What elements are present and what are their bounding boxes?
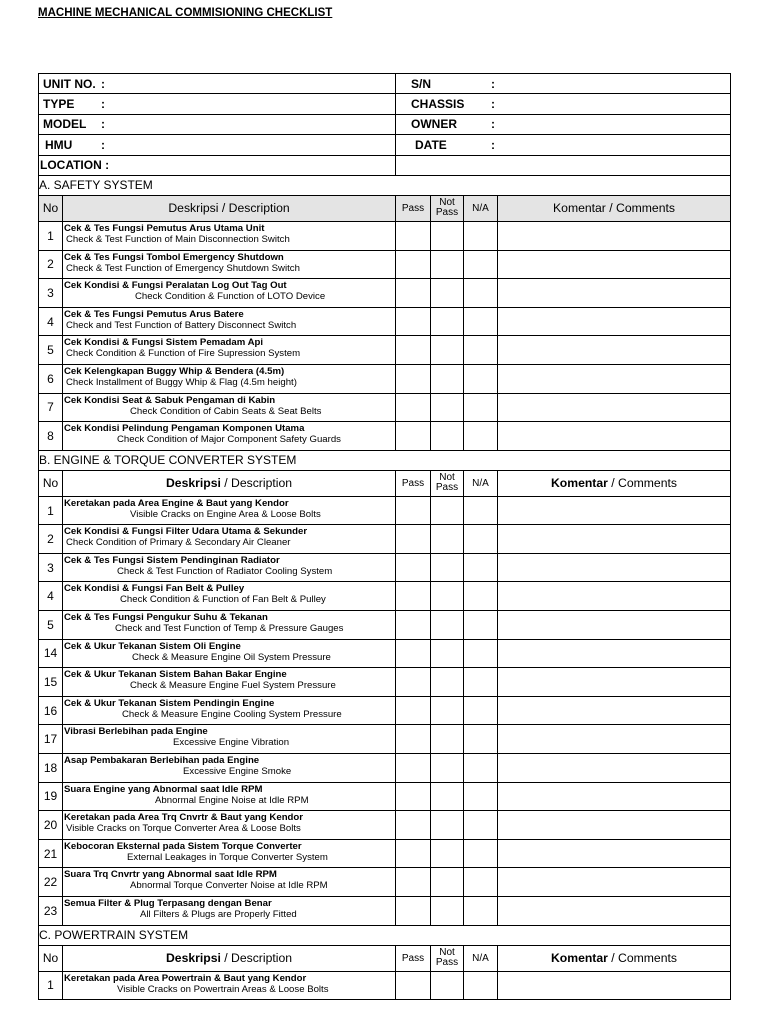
na-checkbox[interactable] (464, 725, 498, 754)
comm-header-rest: / Comments (605, 201, 675, 216)
item-description (63, 668, 396, 697)
col-notpass-header: Not Pass (431, 945, 464, 971)
checklist-row (39, 725, 731, 754)
item-number: 22 (39, 868, 63, 897)
item-desc-english: Check Condition of Major Component Safety Guards (117, 434, 341, 446)
col-comments-header (498, 195, 731, 221)
colon: : (101, 117, 105, 132)
comment-field[interactable] (498, 336, 731, 365)
pass-checkbox[interactable] (396, 839, 431, 868)
item-desc-indonesian: Cek Kondisi & Fungsi Filter Udara Utama & Sekunder (64, 526, 308, 538)
col-desc-header (63, 470, 396, 496)
item-desc-english: Check Condition & Function of Fire Supression System (66, 348, 301, 360)
item-desc-english: Check Condition & Function of LOTO Device (135, 291, 326, 303)
item-desc-english: Check & Test Function of Radiator Cooling System (117, 565, 333, 577)
col-pass-header: Pass (396, 195, 431, 221)
item-description (63, 496, 396, 525)
col-notpass-header: Not Pass (431, 470, 464, 496)
item-number: 8 (39, 422, 63, 451)
comment-field[interactable] (498, 696, 731, 725)
chassis-label: CHASSIS (411, 97, 465, 112)
checklist-row (39, 971, 731, 1000)
unit-no-field[interactable] (39, 74, 396, 94)
item-desc-english: Visible Cracks on Powertrain Areas & Loose Bolts (117, 983, 329, 995)
colon: : (491, 76, 495, 91)
not-pass-checkbox[interactable] (431, 553, 464, 582)
item-description (63, 971, 396, 1000)
item-number: 20 (39, 811, 63, 840)
checklist-row (39, 811, 731, 840)
item-number: 4 (39, 582, 63, 611)
item-description (63, 279, 396, 308)
col-desc-header (63, 945, 396, 971)
pass-checkbox[interactable] (396, 696, 431, 725)
unit-no-label: UNIT NO. (43, 76, 96, 91)
item-desc-english: Check Condition of Cabin Seats & Seat Belts (130, 405, 322, 417)
comment-field[interactable] (498, 971, 731, 1000)
item-desc-indonesian: Suara Engine yang Abnormal saat Idle RPM (64, 783, 263, 795)
comment-field[interactable] (498, 496, 731, 525)
item-number: 5 (39, 611, 63, 640)
na-checkbox[interactable] (464, 611, 498, 640)
comment-field[interactable] (498, 868, 731, 897)
na-checkbox[interactable] (464, 422, 498, 451)
col-pass-header: Pass (396, 470, 431, 496)
item-desc-indonesian: Cek & Tes Fungsi Pemutus Arus Batere (64, 308, 244, 320)
not-pass-checkbox[interactable] (431, 696, 464, 725)
colon: : (491, 97, 495, 112)
comment-field[interactable] (498, 668, 731, 697)
item-desc-indonesian: Kebocoran Eksternal pada Sistem Torque Converter (64, 840, 302, 852)
comm-header-rest: / Comments (607, 476, 677, 491)
checklist-row (39, 525, 731, 554)
na-checkbox[interactable] (464, 553, 498, 582)
pass-checkbox[interactable] (396, 639, 431, 668)
checklist-row (39, 582, 731, 611)
checklist-row (39, 839, 731, 868)
not-pass-checkbox[interactable] (431, 582, 464, 611)
not-pass-checkbox[interactable] (431, 897, 464, 926)
pass-checkbox[interactable] (396, 393, 431, 422)
item-number: 18 (39, 754, 63, 783)
model-label: MODEL (43, 117, 87, 132)
desc-header-rest: / Description (218, 201, 290, 216)
col-na-header: N/A (464, 470, 498, 496)
checklist-row (39, 868, 731, 897)
checklist-row (39, 279, 731, 308)
item-desc-indonesian: Cek Kondisi Seat & Sabuk Pengaman di Kabin (64, 394, 276, 406)
na-checkbox[interactable] (464, 221, 498, 250)
comment-field[interactable] (498, 582, 731, 611)
item-desc-english: Check and Test Function of Battery Disconnect Switch (66, 319, 297, 331)
info-row-location (39, 155, 731, 175)
checklist-row (39, 639, 731, 668)
col-desc-header (63, 195, 396, 221)
not-pass-checkbox[interactable] (431, 868, 464, 897)
item-desc-indonesian: Keretakan pada Area Engine & Baut yang Kendor (64, 497, 289, 509)
not-pass-checkbox[interactable] (431, 811, 464, 840)
owner-field[interactable] (396, 114, 731, 134)
na-checkbox[interactable] (464, 250, 498, 279)
comment-field[interactable] (498, 393, 731, 422)
item-number: 7 (39, 393, 63, 422)
colon: : (491, 137, 495, 152)
checklist-row (39, 696, 731, 725)
location-label: LOCATION : (40, 158, 110, 173)
item-description (63, 525, 396, 554)
item-number: 1 (39, 971, 63, 1000)
col-pass-header: Pass (396, 945, 431, 971)
col-notpass-header: Not Pass (431, 195, 464, 221)
location-blank (396, 155, 731, 175)
item-desc-indonesian: Cek & Tes Fungsi Pemutus Arus Utama Unit (64, 222, 265, 234)
item-number: 15 (39, 668, 63, 697)
checklist-row (39, 336, 731, 365)
col-na-header: N/A (464, 945, 498, 971)
col-comments-header (498, 470, 731, 496)
desc-header-rest: / Description (220, 476, 292, 491)
column-header-row (39, 470, 731, 496)
item-description (63, 839, 396, 868)
checklist-row (39, 897, 731, 926)
item-desc-english: Check & Measure Engine Fuel System Pressure (130, 680, 336, 692)
not-pass-checkbox[interactable] (431, 971, 464, 1000)
checklist-row (39, 250, 731, 279)
date-field[interactable] (396, 135, 731, 155)
comment-field[interactable] (498, 839, 731, 868)
item-desc-indonesian: Cek Kondisi & Fungsi Peralatan Log Out Tag Out (64, 280, 287, 292)
item-number: 16 (39, 696, 63, 725)
checklist-row (39, 782, 731, 811)
sn-label: S/N (411, 76, 432, 91)
item-description (63, 422, 396, 451)
not-pass-checkbox[interactable] (431, 336, 464, 365)
location-field[interactable] (39, 155, 396, 175)
item-desc-english: Abnormal Engine Noise at Idle RPM (155, 794, 309, 806)
type-field[interactable] (39, 94, 396, 114)
item-number: 3 (39, 553, 63, 582)
colon: : (101, 97, 105, 112)
item-desc-indonesian: Cek Kelengkapan Buggy Whip & Bendera (4.5m) (64, 365, 285, 377)
column-header-row (39, 945, 731, 971)
section-header (39, 175, 731, 195)
comment-field[interactable] (498, 897, 731, 926)
na-checkbox[interactable] (464, 782, 498, 811)
not-pass-checkbox[interactable] (431, 279, 464, 308)
item-description (63, 639, 396, 668)
item-description (63, 782, 396, 811)
item-number: 1 (39, 221, 63, 250)
item-desc-indonesian: Suara Trq Cnvrtr yang Abnormal saat Idle RPM (64, 869, 277, 881)
desc-header-rest: / Description (220, 951, 292, 966)
colon: : (491, 117, 495, 132)
item-desc-indonesian: Cek & Ukur Tekanan Sistem Bahan Bakar Engine (64, 669, 287, 681)
section-title: B. ENGINE & TORQUE CONVERTER SYSTEM (39, 450, 731, 470)
comment-field[interactable] (498, 811, 731, 840)
na-checkbox[interactable] (464, 364, 498, 393)
comment-field[interactable] (498, 639, 731, 668)
checklist-row (39, 307, 731, 336)
pass-checkbox[interactable] (396, 307, 431, 336)
item-desc-indonesian: Cek & Ukur Tekanan Sistem Oli Engine (64, 640, 241, 652)
info-row-model (39, 114, 731, 134)
document-title: MACHINE MECHANICAL COMMISIONING CHECKLIST (38, 7, 333, 19)
not-pass-checkbox[interactable] (431, 839, 464, 868)
not-pass-checkbox[interactable] (431, 422, 464, 451)
pass-checkbox[interactable] (396, 553, 431, 582)
item-desc-english: Check & Measure Engine Oil System Pressure (132, 651, 331, 663)
comment-field[interactable] (498, 279, 731, 308)
comment-field[interactable] (498, 611, 731, 640)
item-description (63, 725, 396, 754)
section-title: C. POWERTRAIN SYSTEM (39, 925, 731, 945)
item-description (63, 393, 396, 422)
item-desc-english: Check Condition & Function of Fan Belt & Pulley (120, 594, 326, 606)
item-description (63, 897, 396, 926)
comm-header-bold: Komentar (551, 951, 608, 966)
item-desc-indonesian: Cek Kondisi & Fungsi Fan Belt & Pulley (64, 583, 245, 595)
desc-header-bold: Deskripsi (166, 951, 221, 966)
comm-header-bold: Komentar (551, 476, 608, 491)
pass-checkbox[interactable] (396, 811, 431, 840)
pass-checkbox[interactable] (396, 250, 431, 279)
model-field[interactable] (39, 114, 396, 134)
pass-checkbox[interactable] (396, 754, 431, 783)
item-desc-english: All Filters & Plugs are Properly Fitted (140, 909, 297, 921)
checklist-body (39, 74, 731, 1000)
na-checkbox[interactable] (464, 971, 498, 1000)
hmu-label: HMU (45, 137, 73, 152)
item-description (63, 364, 396, 393)
pass-checkbox[interactable] (396, 782, 431, 811)
item-desc-english: Check and Test Function of Temp & Pressure Gauges (115, 623, 344, 635)
item-desc-english: Excessive Engine Smoke (183, 766, 292, 778)
item-number: 1 (39, 496, 63, 525)
pass-checkbox[interactable] (396, 897, 431, 926)
pass-checkbox[interactable] (396, 725, 431, 754)
na-checkbox[interactable] (464, 582, 498, 611)
item-number: 2 (39, 250, 63, 279)
item-desc-english: Check & Measure Engine Cooling System Pressure (122, 708, 342, 720)
checklist-row (39, 611, 731, 640)
item-number: 14 (39, 639, 63, 668)
not-pass-checkbox[interactable] (431, 393, 464, 422)
section-header (39, 925, 731, 945)
item-desc-indonesian: Cek & Tes Fungsi Sistem Pendinginan Radiator (64, 554, 280, 566)
item-desc-indonesian: Cek Kondisi & Fungsi Sistem Pemadam Api (64, 337, 264, 349)
item-desc-indonesian: Keretakan pada Area Powertrain & Baut yang Kendor (64, 972, 307, 984)
na-checkbox[interactable] (464, 336, 498, 365)
item-number: 17 (39, 725, 63, 754)
item-description (63, 250, 396, 279)
colon: : (101, 137, 105, 152)
column-header-row (39, 195, 731, 221)
na-checkbox[interactable] (464, 279, 498, 308)
comment-field[interactable] (498, 754, 731, 783)
item-description (63, 696, 396, 725)
not-pass-checkbox[interactable] (431, 250, 464, 279)
checklist-row (39, 393, 731, 422)
pass-checkbox[interactable] (396, 279, 431, 308)
info-row-hmu (39, 135, 731, 155)
not-pass-checkbox[interactable] (431, 754, 464, 783)
item-desc-english: Check Condition of Primary & Secondary Air Cleaner (66, 537, 291, 549)
not-pass-checkbox[interactable] (431, 725, 464, 754)
not-pass-checkbox[interactable] (431, 307, 464, 336)
na-checkbox[interactable] (464, 897, 498, 926)
item-desc-indonesian: Semua Filter & Plug Terpasang dengan Benar (64, 898, 272, 910)
item-description (63, 336, 396, 365)
pass-checkbox[interactable] (396, 868, 431, 897)
item-number: 6 (39, 364, 63, 393)
item-description (63, 611, 396, 640)
na-checkbox[interactable] (464, 496, 498, 525)
col-no-header: No (39, 945, 63, 971)
checklist-row (39, 422, 731, 451)
owner-label: OWNER (411, 117, 457, 132)
checklist-row (39, 221, 731, 250)
item-desc-english: Check Installment of Buggy Whip & Flag (4.5m height) (66, 376, 297, 388)
not-pass-checkbox[interactable] (431, 611, 464, 640)
item-desc-indonesian: Asap Pembakaran Berlebihan pada Engine (64, 755, 260, 767)
checklist-row (39, 553, 731, 582)
item-desc-english: Check & Test Function of Emergency Shutdown Switch (66, 262, 300, 274)
col-no-header: No (39, 470, 63, 496)
checklist-table (38, 73, 731, 1000)
info-row-unit (39, 74, 731, 94)
pass-checkbox[interactable] (396, 221, 431, 250)
item-description (63, 307, 396, 336)
item-number: 4 (39, 307, 63, 336)
not-pass-checkbox[interactable] (431, 639, 464, 668)
not-pass-checkbox[interactable] (431, 782, 464, 811)
col-na-header: N/A (464, 195, 498, 221)
item-desc-indonesian: Cek Kondisi Pelindung Pengaman Komponen Utama (64, 423, 305, 435)
na-checkbox[interactable] (464, 668, 498, 697)
comment-field[interactable] (498, 725, 731, 754)
info-row-type (39, 94, 731, 114)
item-description (63, 868, 396, 897)
checklist-row (39, 364, 731, 393)
pass-checkbox[interactable] (396, 971, 431, 1000)
item-desc-indonesian: Keretakan pada Area Trq Cnvrtr & Baut yang Kendor (64, 812, 304, 824)
na-checkbox[interactable] (464, 393, 498, 422)
not-pass-checkbox[interactable] (431, 364, 464, 393)
date-label: DATE (415, 137, 447, 152)
pass-checkbox[interactable] (396, 668, 431, 697)
comm-header-bold: Komentar (553, 201, 606, 216)
col-comments-header (498, 945, 731, 971)
na-checkbox[interactable] (464, 696, 498, 725)
section-title: A. SAFETY SYSTEM (39, 175, 731, 195)
item-desc-english: Excessive Engine Vibration (173, 737, 290, 749)
comment-field[interactable] (498, 364, 731, 393)
not-pass-checkbox[interactable] (431, 496, 464, 525)
item-desc-english: External Leakages in Torque Converter System (127, 851, 328, 863)
comment-field[interactable] (498, 250, 731, 279)
item-desc-indonesian: Cek & Tes Fungsi Tombol Emergency Shutdown (64, 251, 284, 263)
na-checkbox[interactable] (464, 307, 498, 336)
checklist-row (39, 668, 731, 697)
item-number: 3 (39, 279, 63, 308)
na-checkbox[interactable] (464, 754, 498, 783)
comment-field[interactable] (498, 553, 731, 582)
hmu-field[interactable] (39, 135, 396, 155)
item-desc-english: Visible Cracks on Torque Converter Area & Loose Bolts (66, 823, 301, 835)
item-desc-indonesian: Cek & Ukur Tekanan Sistem Pendingin Engine (64, 697, 275, 709)
item-desc-english: Check & Test Function of Main Disconnection Switch (66, 233, 290, 245)
comment-field[interactable] (498, 307, 731, 336)
comment-field[interactable] (498, 525, 731, 554)
not-pass-checkbox[interactable] (431, 221, 464, 250)
item-desc-indonesian: Vibrasi Berlebihan pada Engine (64, 726, 208, 738)
item-number: 5 (39, 336, 63, 365)
comment-field[interactable] (498, 221, 731, 250)
item-desc-english: Visible Cracks on Engine Area & Loose Bolts (130, 508, 321, 520)
desc-header-bold: Deskripsi (166, 476, 221, 491)
type-label: TYPE (43, 97, 75, 112)
checklist-row (39, 496, 731, 525)
pass-checkbox[interactable] (396, 336, 431, 365)
col-no-header: No (39, 195, 63, 221)
na-checkbox[interactable] (464, 639, 498, 668)
item-number: 21 (39, 839, 63, 868)
na-checkbox[interactable] (464, 525, 498, 554)
pass-checkbox[interactable] (396, 496, 431, 525)
sn-field[interactable] (396, 74, 731, 94)
pass-checkbox[interactable] (396, 422, 431, 451)
item-desc-english: Abnormal Torque Converter Noise at Idle RPM (130, 880, 328, 892)
not-pass-checkbox[interactable] (431, 525, 464, 554)
item-description (63, 811, 396, 840)
item-description (63, 754, 396, 783)
item-description (63, 221, 396, 250)
chassis-field[interactable] (396, 94, 731, 114)
colon: : (101, 76, 105, 91)
item-number: 23 (39, 897, 63, 926)
checklist-row (39, 754, 731, 783)
comm-header-rest: / Comments (607, 951, 677, 966)
desc-header-bold: Deskripsi (168, 201, 219, 216)
item-description (63, 582, 396, 611)
item-number: 2 (39, 525, 63, 554)
item-desc-indonesian: Cek & Tes Fungsi Pengukur Suhu & Tekanan (64, 612, 268, 624)
pass-checkbox[interactable] (396, 525, 431, 554)
comment-field[interactable] (498, 782, 731, 811)
pass-checkbox[interactable] (396, 582, 431, 611)
item-description (63, 553, 396, 582)
pass-checkbox[interactable] (396, 364, 431, 393)
pass-checkbox[interactable] (396, 611, 431, 640)
na-checkbox[interactable] (464, 839, 498, 868)
section-header (39, 450, 731, 470)
na-checkbox[interactable] (464, 811, 498, 840)
not-pass-checkbox[interactable] (431, 668, 464, 697)
item-number: 19 (39, 782, 63, 811)
na-checkbox[interactable] (464, 868, 498, 897)
comment-field[interactable] (498, 422, 731, 451)
